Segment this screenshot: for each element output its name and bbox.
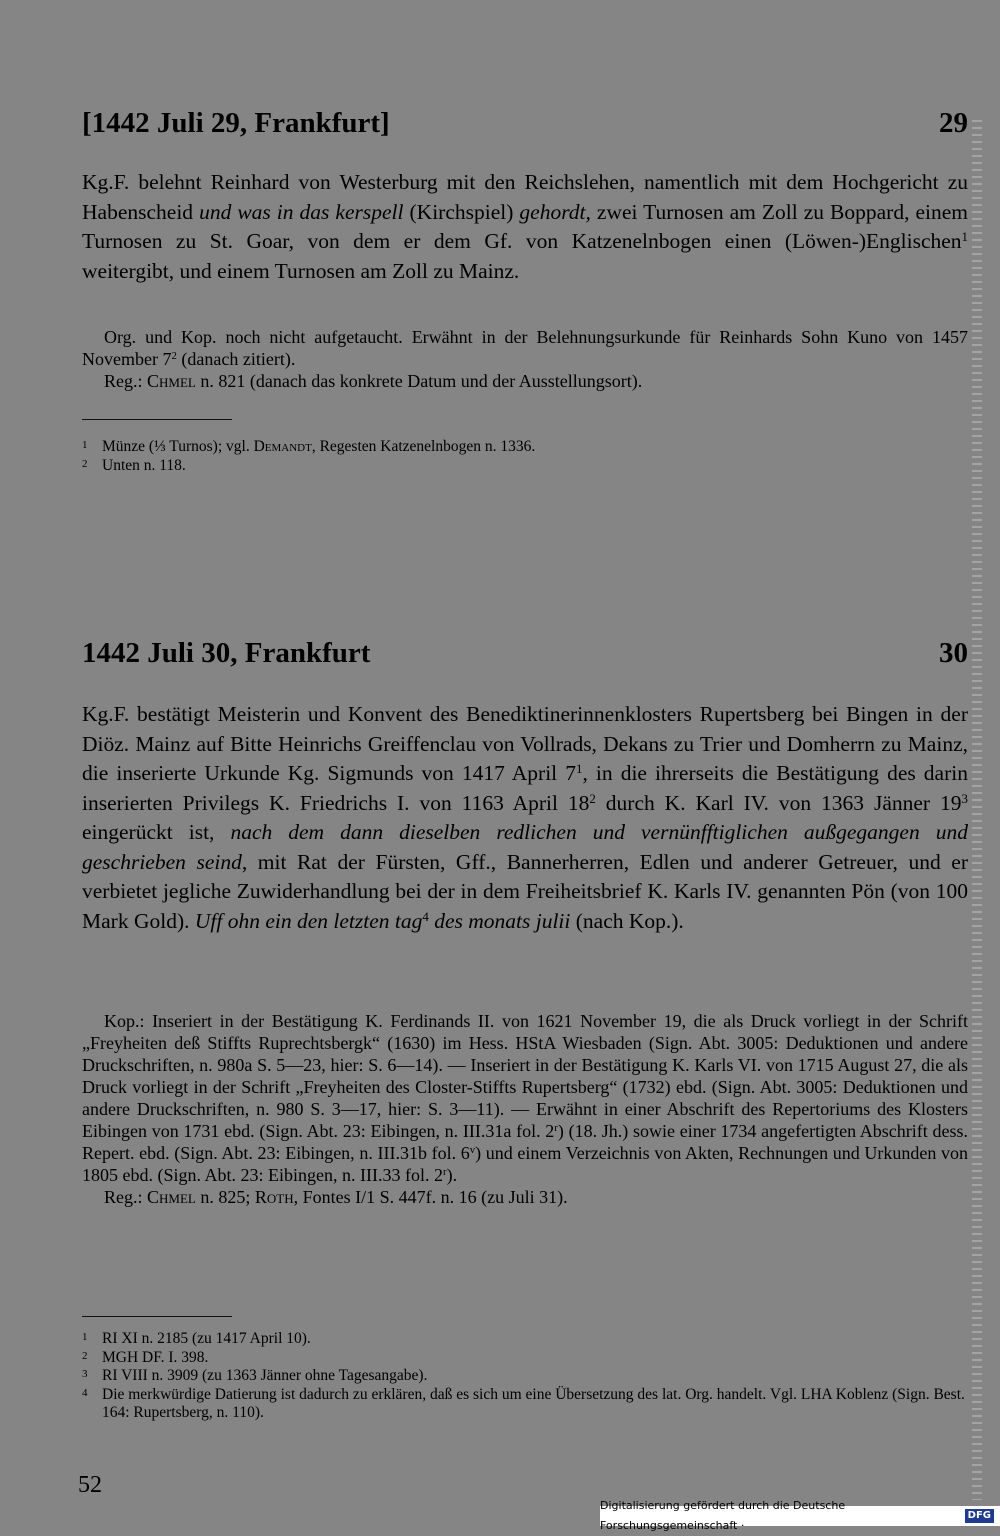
quoted-text: gehordt, <box>519 199 591 224</box>
entry-30-title: 1442 Juli 30, Frankfurt <box>82 637 371 669</box>
funding-footer <box>600 1499 1000 1532</box>
text-run: RI VIII n. 3909 (zu 1363 Jänner ohne Tagesangabe). <box>102 1367 428 1384</box>
entry-29-number: 29 <box>939 107 968 139</box>
footnote-ref: 2 <box>589 791 596 806</box>
text-run: Unten n. 118. <box>102 456 186 474</box>
footnote-ref: r <box>554 1122 558 1135</box>
page-number: 52 <box>78 1472 102 1498</box>
text-run: ). <box>446 1165 458 1185</box>
footnote-text <box>102 438 968 457</box>
text-run: eingerückt ist, <box>82 820 231 844</box>
quoted-text: des monats julii <box>428 908 571 933</box>
footnote <box>82 457 968 476</box>
dfg-logo: DFG <box>965 1509 994 1523</box>
entry-30-footnotes <box>82 1330 968 1423</box>
text-run: Kop.: Inseriert in der Bestätigung K. Ferdinands II. von 1621 November 19, die als Druck vorliegt in der Schrift „Freyheiten deß Stiffts Ruprechtsbergk“ (1630) im Hess. HStA Wiesbaden (Sign. Abt. 3005: Deduktionen und andere Druckschriften, n. 980a S. 5—23, hier: S. 6—14). — Inseriert in der Bestätigung K. Karls VI. von 1715 August 27, die als Druck vorliegt in der Schrift „Freyheiten des Closter-Stiffts Rupertsberg“ (1732) ebd. (Sign. Abt. 3005: Deduktionen und andere Druckschriften, n. 980 S. 3—17, hier: S. 3—11). — Erwähnt in einer Abschrift des Repertoriums des Klosters Eibingen von 1731 ebd. (Sign. Abt. 23: Eibingen, n. III.31a fol. 2 <box>82 1011 968 1141</box>
text-run: n. 825; <box>195 1187 255 1207</box>
text-run: zwei Turnosen am Zoll zu Boppard, einem Turnosen zu St. Goar, von dem er dem Gf. von Katzenelnbogen einen (Löwen-)Englischen <box>82 199 968 253</box>
entry-29-title: [1442 Juli 29, Frankfurt] <box>82 107 390 139</box>
footnote-ref: r <box>442 1166 447 1179</box>
entry-30-notes <box>82 1010 968 1208</box>
footnote-ref: 1 <box>575 761 583 776</box>
footnote-text <box>102 1386 968 1423</box>
entry-29-footnotes <box>82 438 968 475</box>
text-run: weitergibt, und einem Turnosen am Zoll zu Mainz. <box>82 258 520 283</box>
text-run: Kg.F. belehnt Reinhard von Westerburg mit den Reichslehen, namentlich mit dem Hochgericht zu Habenscheid <box>82 170 968 224</box>
footnote-ref: 1 <box>961 229 968 244</box>
footnote-text <box>102 1367 968 1386</box>
footnote-text <box>102 457 968 476</box>
text-run: (danach zitiert). <box>176 349 296 369</box>
footnote-marker: 2 <box>82 457 88 470</box>
footnote-divider <box>82 419 232 420</box>
entry-30-heading <box>82 636 968 670</box>
text-run: n. 821 (danach das konkrete Datum und der Ausstellungsort). <box>195 371 643 391</box>
footnote-divider <box>82 1316 232 1317</box>
entry-29-body <box>82 168 968 286</box>
text-run: durch K. Karl IV. von 1363 Jänner 19 <box>595 790 962 815</box>
footnote-text <box>102 1330 968 1349</box>
text-run: (nach Kop.). <box>570 908 684 933</box>
footnote-ref: 2 <box>171 350 177 363</box>
text-run: (Kirchspiel) <box>403 199 520 224</box>
footnote <box>82 438 968 457</box>
text-run: ) und einem Verzeichnis von Akten, Rechnungen und Urkunden von 1805 ebd. (Sign. Abt. 23: Eibingen, n. III.33 fol. 2 <box>82 1143 968 1185</box>
funding-text: Digitalisierung gefördert durch die Deutsche Forschungsgemeinschaft · <box>600 1499 846 1532</box>
text-run: Org. und Kop. noch nicht aufgetaucht. Erwähnt in der Belehnungsurkunde für Reinhards Sohn Kuno von 1457 November 7 <box>82 327 968 369</box>
entry-29-regest <box>82 168 968 286</box>
text-run: RI XI n. 2185 (zu 1417 April 10). <box>102 1330 311 1347</box>
author-name: Roth <box>254 1187 294 1207</box>
footnote <box>82 1386 968 1423</box>
author-name: Chmel <box>147 371 196 391</box>
text-run: Reg.: <box>104 1187 147 1207</box>
footnote-marker: 4 <box>82 1386 88 1399</box>
quoted-text: Uff ohn ein den letzten tag <box>194 908 423 933</box>
footnote <box>82 1367 968 1386</box>
scan-edge-artifact <box>972 120 982 1500</box>
text-run: , Regesten Katzenelnbogen n. 1336. <box>311 438 536 455</box>
quoted-text: und was in das kerspell <box>199 199 404 224</box>
text-run: MGH DF. I. 398. <box>102 1348 209 1366</box>
footnote-text <box>102 1349 968 1368</box>
author-name: Chmel <box>147 1187 196 1207</box>
entry-30-body <box>82 700 968 936</box>
text-run: , in die ihrerseits die Bestätigung des darin inserierten Privilegs K. Friedrichs I. von 1163 April 18 <box>82 761 968 815</box>
text-run: Kg.F. bestätigt Meisterin und Konvent des Benediktinerinnenklosters Rupertsberg bei Bingen in der Diöz. Mainz auf Bitte Heinrichs Greiffenclau von Vollrads, Dekans zu Trier und Domherrn zu Mainz, die inserierte Urkunde Kg. Sigmunds von 1417 April 7 <box>82 702 968 785</box>
entry-30-note-regest <box>82 1186 968 1208</box>
footnote-marker: 1 <box>82 439 88 451</box>
text-run: mit Rat der Fürsten, Gff., Bannerherren, Edlen und anderer Getreuer, und er verbietet jegliche Zuwiderhandlung bei der in dem Freiheitsbrief K. Karls IV. genannten Pön (von 100 Mark Gold). <box>82 849 969 933</box>
footnote-ref: 3 <box>961 791 968 806</box>
text-run: Münze (⅓ Turnos); vgl. <box>102 438 254 455</box>
entry-29-note-regest <box>82 370 968 392</box>
footnote-marker: 2 <box>82 1349 88 1362</box>
entry-30-number: 30 <box>939 637 968 669</box>
entry-29-note-original <box>82 326 968 370</box>
entry-30-regest <box>82 700 968 936</box>
entry-29-heading <box>82 106 968 140</box>
text-run: , Fontes I/1 S. 447f. n. 16 (zu Juli 31). <box>293 1187 568 1207</box>
quoted-text: nach dem dann dieselben redlichen und vernünfftiglichen außgegangen und geschrieben seind, <box>82 820 968 874</box>
entry-30-note-copies <box>82 1010 968 1186</box>
text-run: ) (18. Jh.) sowie einer 1734 angefertigten Abschrift dess. Repert. ebd. (Sign. Abt. 23: Eibingen, n. III.31b fol. 6 <box>82 1121 968 1163</box>
footnote <box>82 1349 968 1368</box>
footnote-marker: 3 <box>82 1368 88 1380</box>
text-run: Die merkwürdige Datierung ist dadurch zu erklären, daß es sich um eine Übersetzung des lat. Org. handelt. Vgl. LHA Koblenz (Sign. Best. 164: Rupertsberg, n. 110). <box>102 1385 965 1421</box>
footnote-ref: v <box>469 1144 476 1157</box>
footnote-ref: 4 <box>422 909 429 924</box>
text-run: Reg.: <box>104 371 147 391</box>
footnote-marker: 1 <box>82 1331 88 1343</box>
footnote <box>82 1330 968 1349</box>
entry-29-notes <box>82 326 968 392</box>
author-name: Demandt <box>253 438 312 455</box>
